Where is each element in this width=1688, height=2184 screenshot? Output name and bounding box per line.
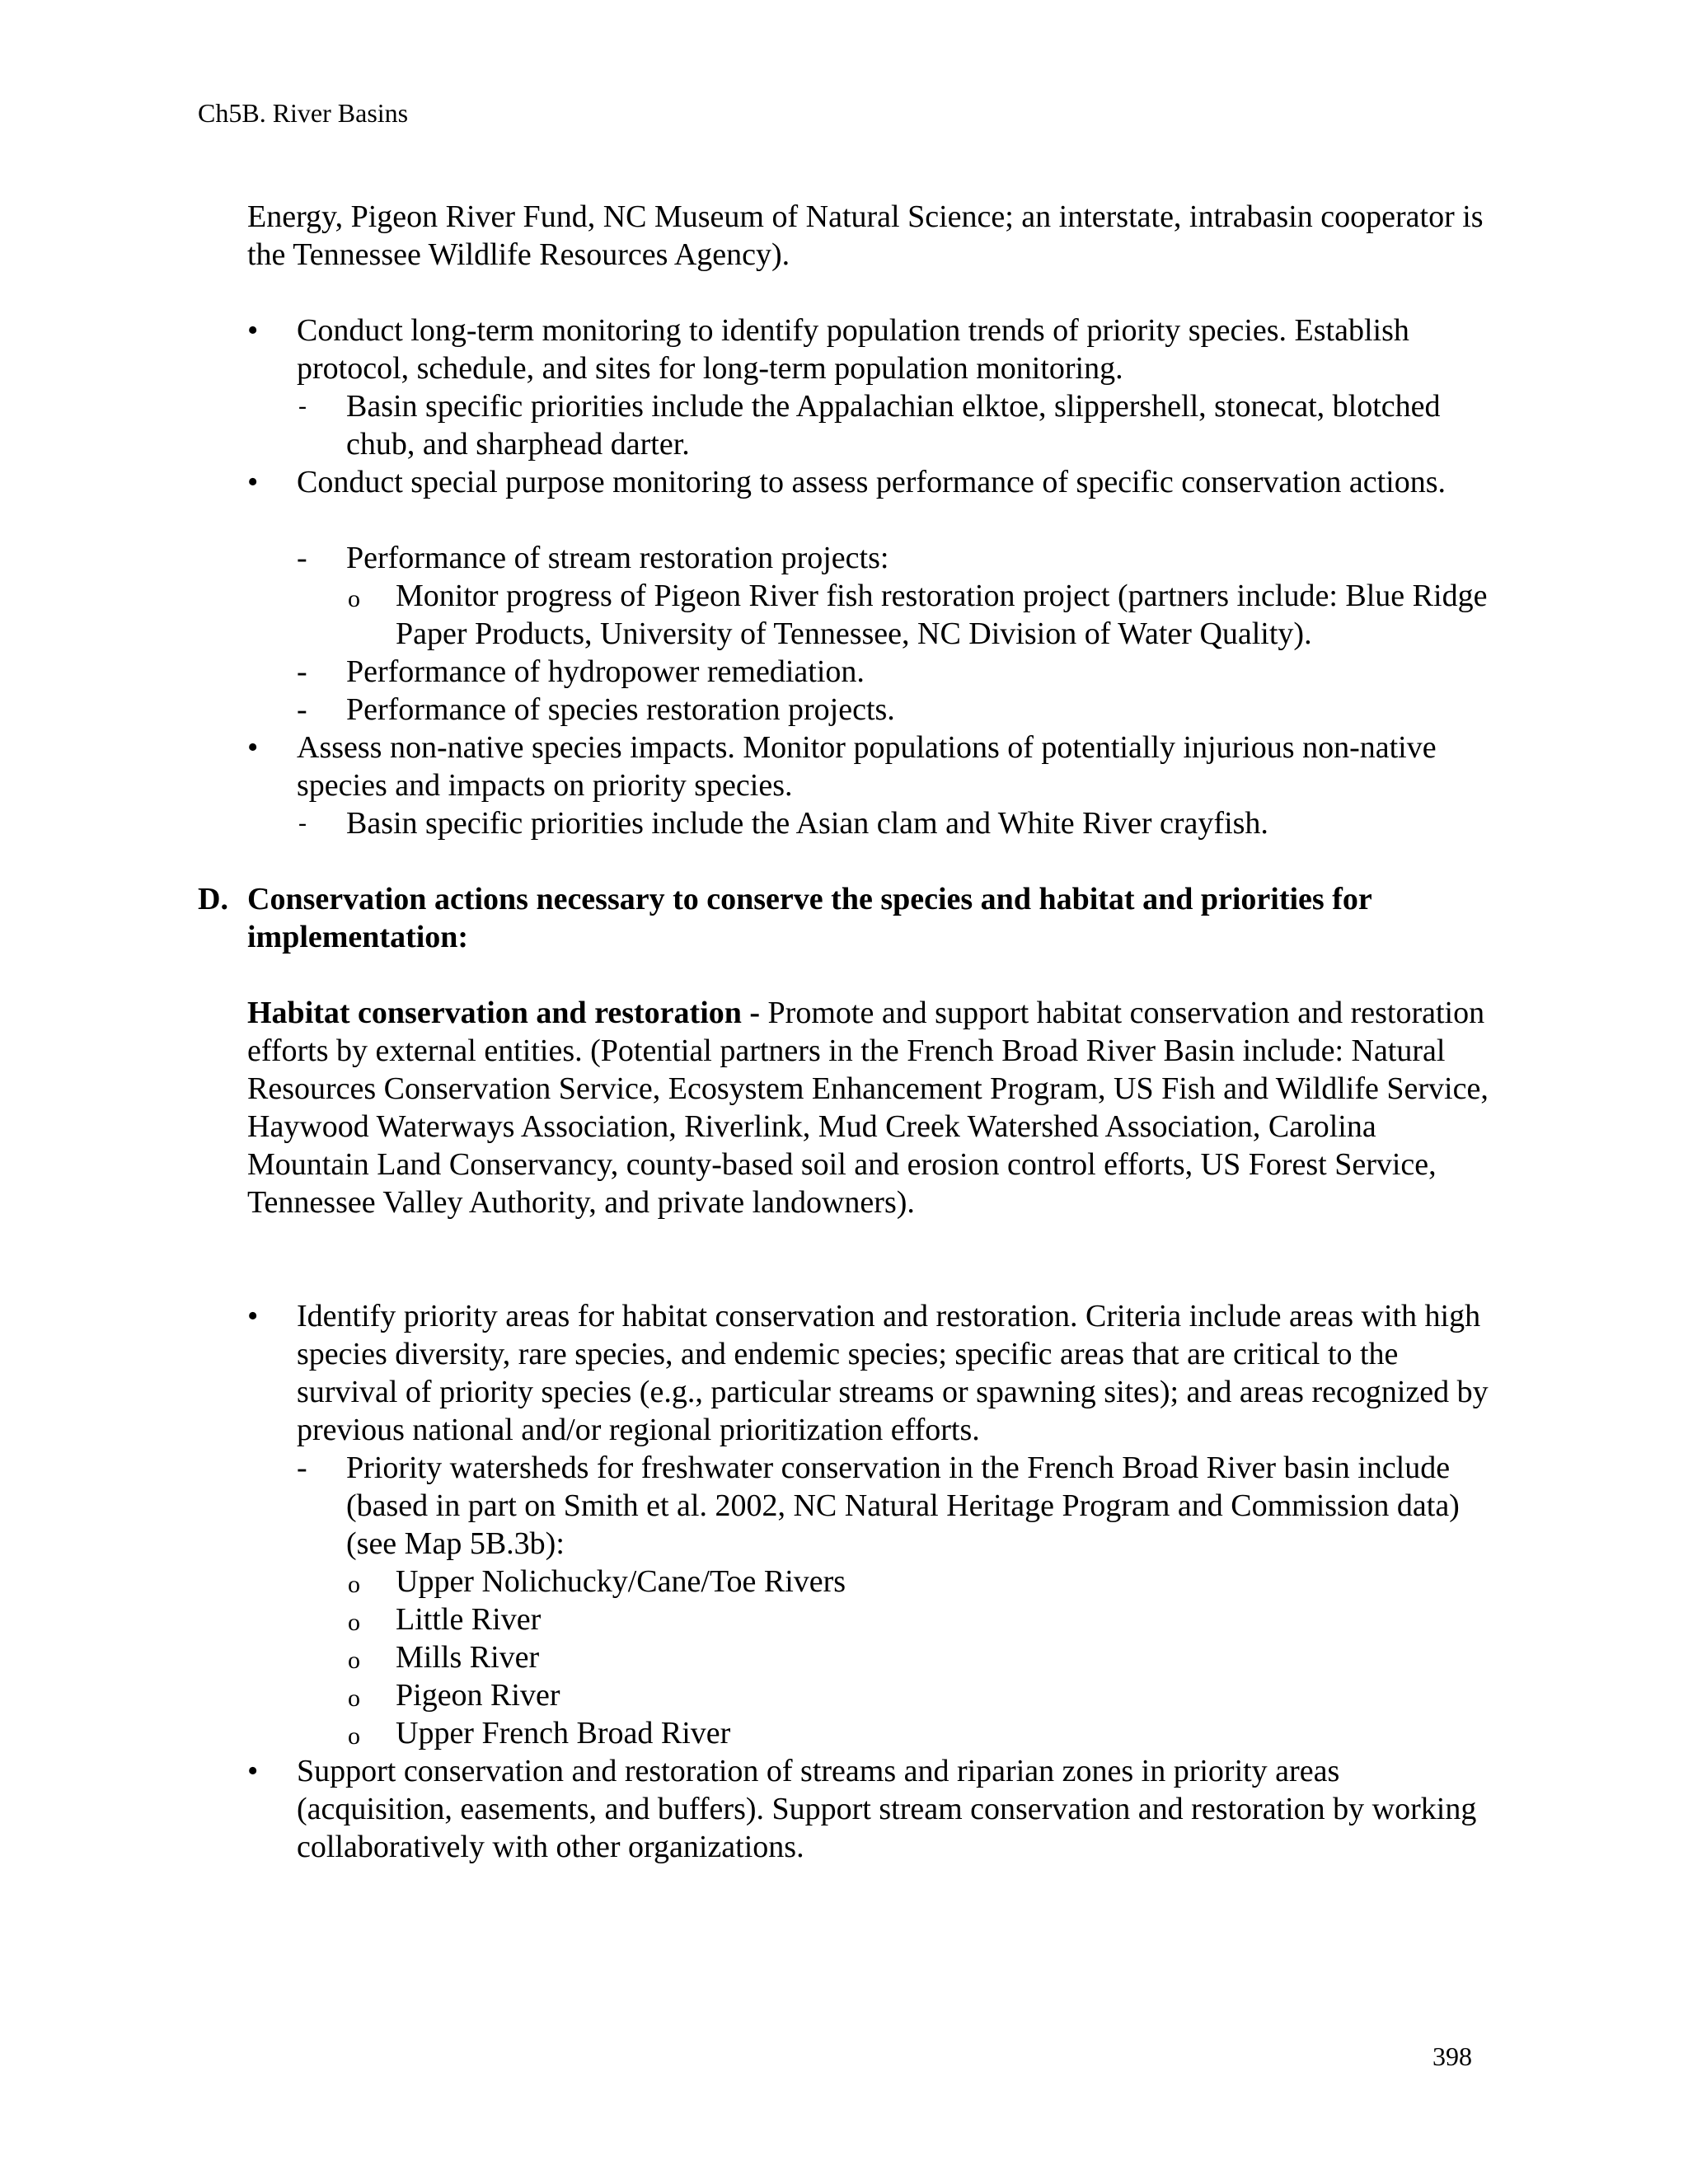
intro-paragraph: Energy, Pigeon River Fund, NC Museum of Natural Science; an interstate, intrabasin cooperator is the Tennessee Wildlife Resources Agency). xyxy=(247,199,1484,272)
habitat-sub-priority-watersheds-text: Priority watersheds for freshwater conservation in the French Broad River basin include (based in part on Smith et al. 2002, NC Natural Heritage Program and Commission data) (see Map 5B.3b): xyxy=(346,1451,1460,1561)
monitoring-sub-asian-clam xyxy=(298,804,1500,842)
monitoring-bullet-long-term-text: Conduct long-term monitoring to identify population trends of priority species. Establish protocol, schedule, and sites for long-term population monitoring. xyxy=(297,313,1409,386)
watershed-item xyxy=(348,1601,1500,1638)
monitoring-item-pigeon-river-project-text: Monitor progress of Pigeon River fish restoration project (partners include: Blue Ridge Paper Products, University of Tennessee, NC Division of Water Quality). xyxy=(396,579,1488,651)
monitoring-sub-hydropower xyxy=(297,653,1500,691)
watershed-item-text: Mills River xyxy=(396,1640,540,1675)
watershed-item xyxy=(348,1638,1500,1676)
habitat-sub-priority-watersheds xyxy=(297,1449,1500,1563)
watershed-item xyxy=(348,1563,1500,1601)
circle-marker: o xyxy=(348,1609,360,1636)
watershed-item-text: Upper Nolichucky/Cane/Toe Rivers xyxy=(396,1564,846,1599)
bullet-marker: • xyxy=(247,313,259,348)
habitat-bullet-support-streams-text: Support conservation and restoration of streams and riparian zones in priority areas (acquisition, easements, and buffers). Support stream conservation and restoration by working collaboratively with other organizations. xyxy=(297,1754,1477,1864)
section-d-letter: D. xyxy=(198,882,228,916)
watershed-item-text: Upper French Broad River xyxy=(396,1716,731,1750)
habitat-bullet-priority-areas-text: Identify priority areas for habitat conservation and restoration. Criteria include areas with high species diversity, rare species, and endemic species; specific areas that are critical to the survival of priority species (e.g., particular streams or spawning sites); and areas recognized by previous national and/or regional prioritization efforts. xyxy=(297,1299,1489,1447)
monitoring-bullet-special-purpose xyxy=(247,463,1500,501)
monitoring-bullet-non-native-text: Assess non-native species impacts. Monitor populations of potentially injurious non-native species and impacts on priority species. xyxy=(297,730,1437,803)
bullet-marker: • xyxy=(247,730,259,765)
circle-marker: o xyxy=(348,1571,360,1598)
habitat-paragraph xyxy=(247,994,1500,1221)
circle-marker: o xyxy=(348,1647,360,1674)
bullet-marker: • xyxy=(247,465,259,499)
dash-marker: - xyxy=(298,392,307,419)
monitoring-bullet-special-purpose-text: Conduct special purpose monitoring to assess performance of specific conservation actions. xyxy=(297,465,1446,499)
monitoring-bullet-long-term xyxy=(247,312,1500,387)
page-number: 398 xyxy=(1432,2041,1472,2071)
monitoring-sub-basin-priorities-text: Basin specific priorities include the Appalachian elktoe, slippershell, stonecat, blotched chub, and sharphead darter. xyxy=(346,389,1441,462)
page-header: Ch5B. River Basins xyxy=(198,98,409,128)
watershed-item-text: Pigeon River xyxy=(396,1678,560,1713)
watershed-item xyxy=(348,1714,1500,1752)
watershed-item xyxy=(348,1676,1500,1714)
circle-marker: o xyxy=(348,1722,360,1750)
section-d-heading-text: Conservation actions necessary to conserve the species and habitat and priorities for implementation: xyxy=(247,882,1372,954)
habitat-text: Promote and support habitat conservation and restoration efforts by external entities. (Potential partners in the French Broad River Basin include: Natural Resources Conservation Service, Ecosystem Enhancement Program, US Fish and Wildlife Service, Haywood Waterways Association, Riverlink, Mud Creek Watershed Association, Carolina Mountain Land Conservancy, county-based soil and erosion control efforts, US Forest Service, Tennessee Valley Authority, and private landowners). xyxy=(247,996,1489,1220)
bullet-marker: • xyxy=(247,1299,259,1333)
monitoring-sub-stream-restoration-text: Performance of stream restoration projects: xyxy=(346,541,889,575)
monitoring-sub-hydropower-text: Performance of hydropower remediation. xyxy=(346,654,865,689)
monitoring-sub-asian-clam-text: Basin specific priorities include the Asian clam and White River crayfish. xyxy=(346,806,1268,841)
habitat-bullet-support-streams xyxy=(247,1752,1500,1866)
habitat-title: Habitat conservation and restoration - xyxy=(247,996,761,1030)
section-d-heading xyxy=(198,880,1500,956)
dash-marker: - xyxy=(297,1451,307,1485)
monitoring-item-pigeon-river-project xyxy=(348,577,1500,653)
monitoring-sub-stream-restoration xyxy=(297,539,1500,577)
dash-marker: - xyxy=(298,809,307,837)
dash-marker: - xyxy=(297,654,307,689)
monitoring-sub-species-restoration-text: Performance of species restoration projects. xyxy=(346,692,895,727)
dash-marker: - xyxy=(297,692,307,727)
dash-marker: - xyxy=(297,541,307,575)
watershed-item-text: Little River xyxy=(396,1602,542,1637)
monitoring-bullet-non-native xyxy=(247,729,1500,804)
habitat-bullet-priority-areas xyxy=(247,1297,1500,1449)
circle-marker: o xyxy=(348,585,360,612)
monitoring-sub-basin-priorities xyxy=(298,387,1500,463)
monitoring-sub-species-restoration xyxy=(297,691,1500,729)
bullet-marker: • xyxy=(247,1754,259,1788)
circle-marker: o xyxy=(348,1685,360,1712)
